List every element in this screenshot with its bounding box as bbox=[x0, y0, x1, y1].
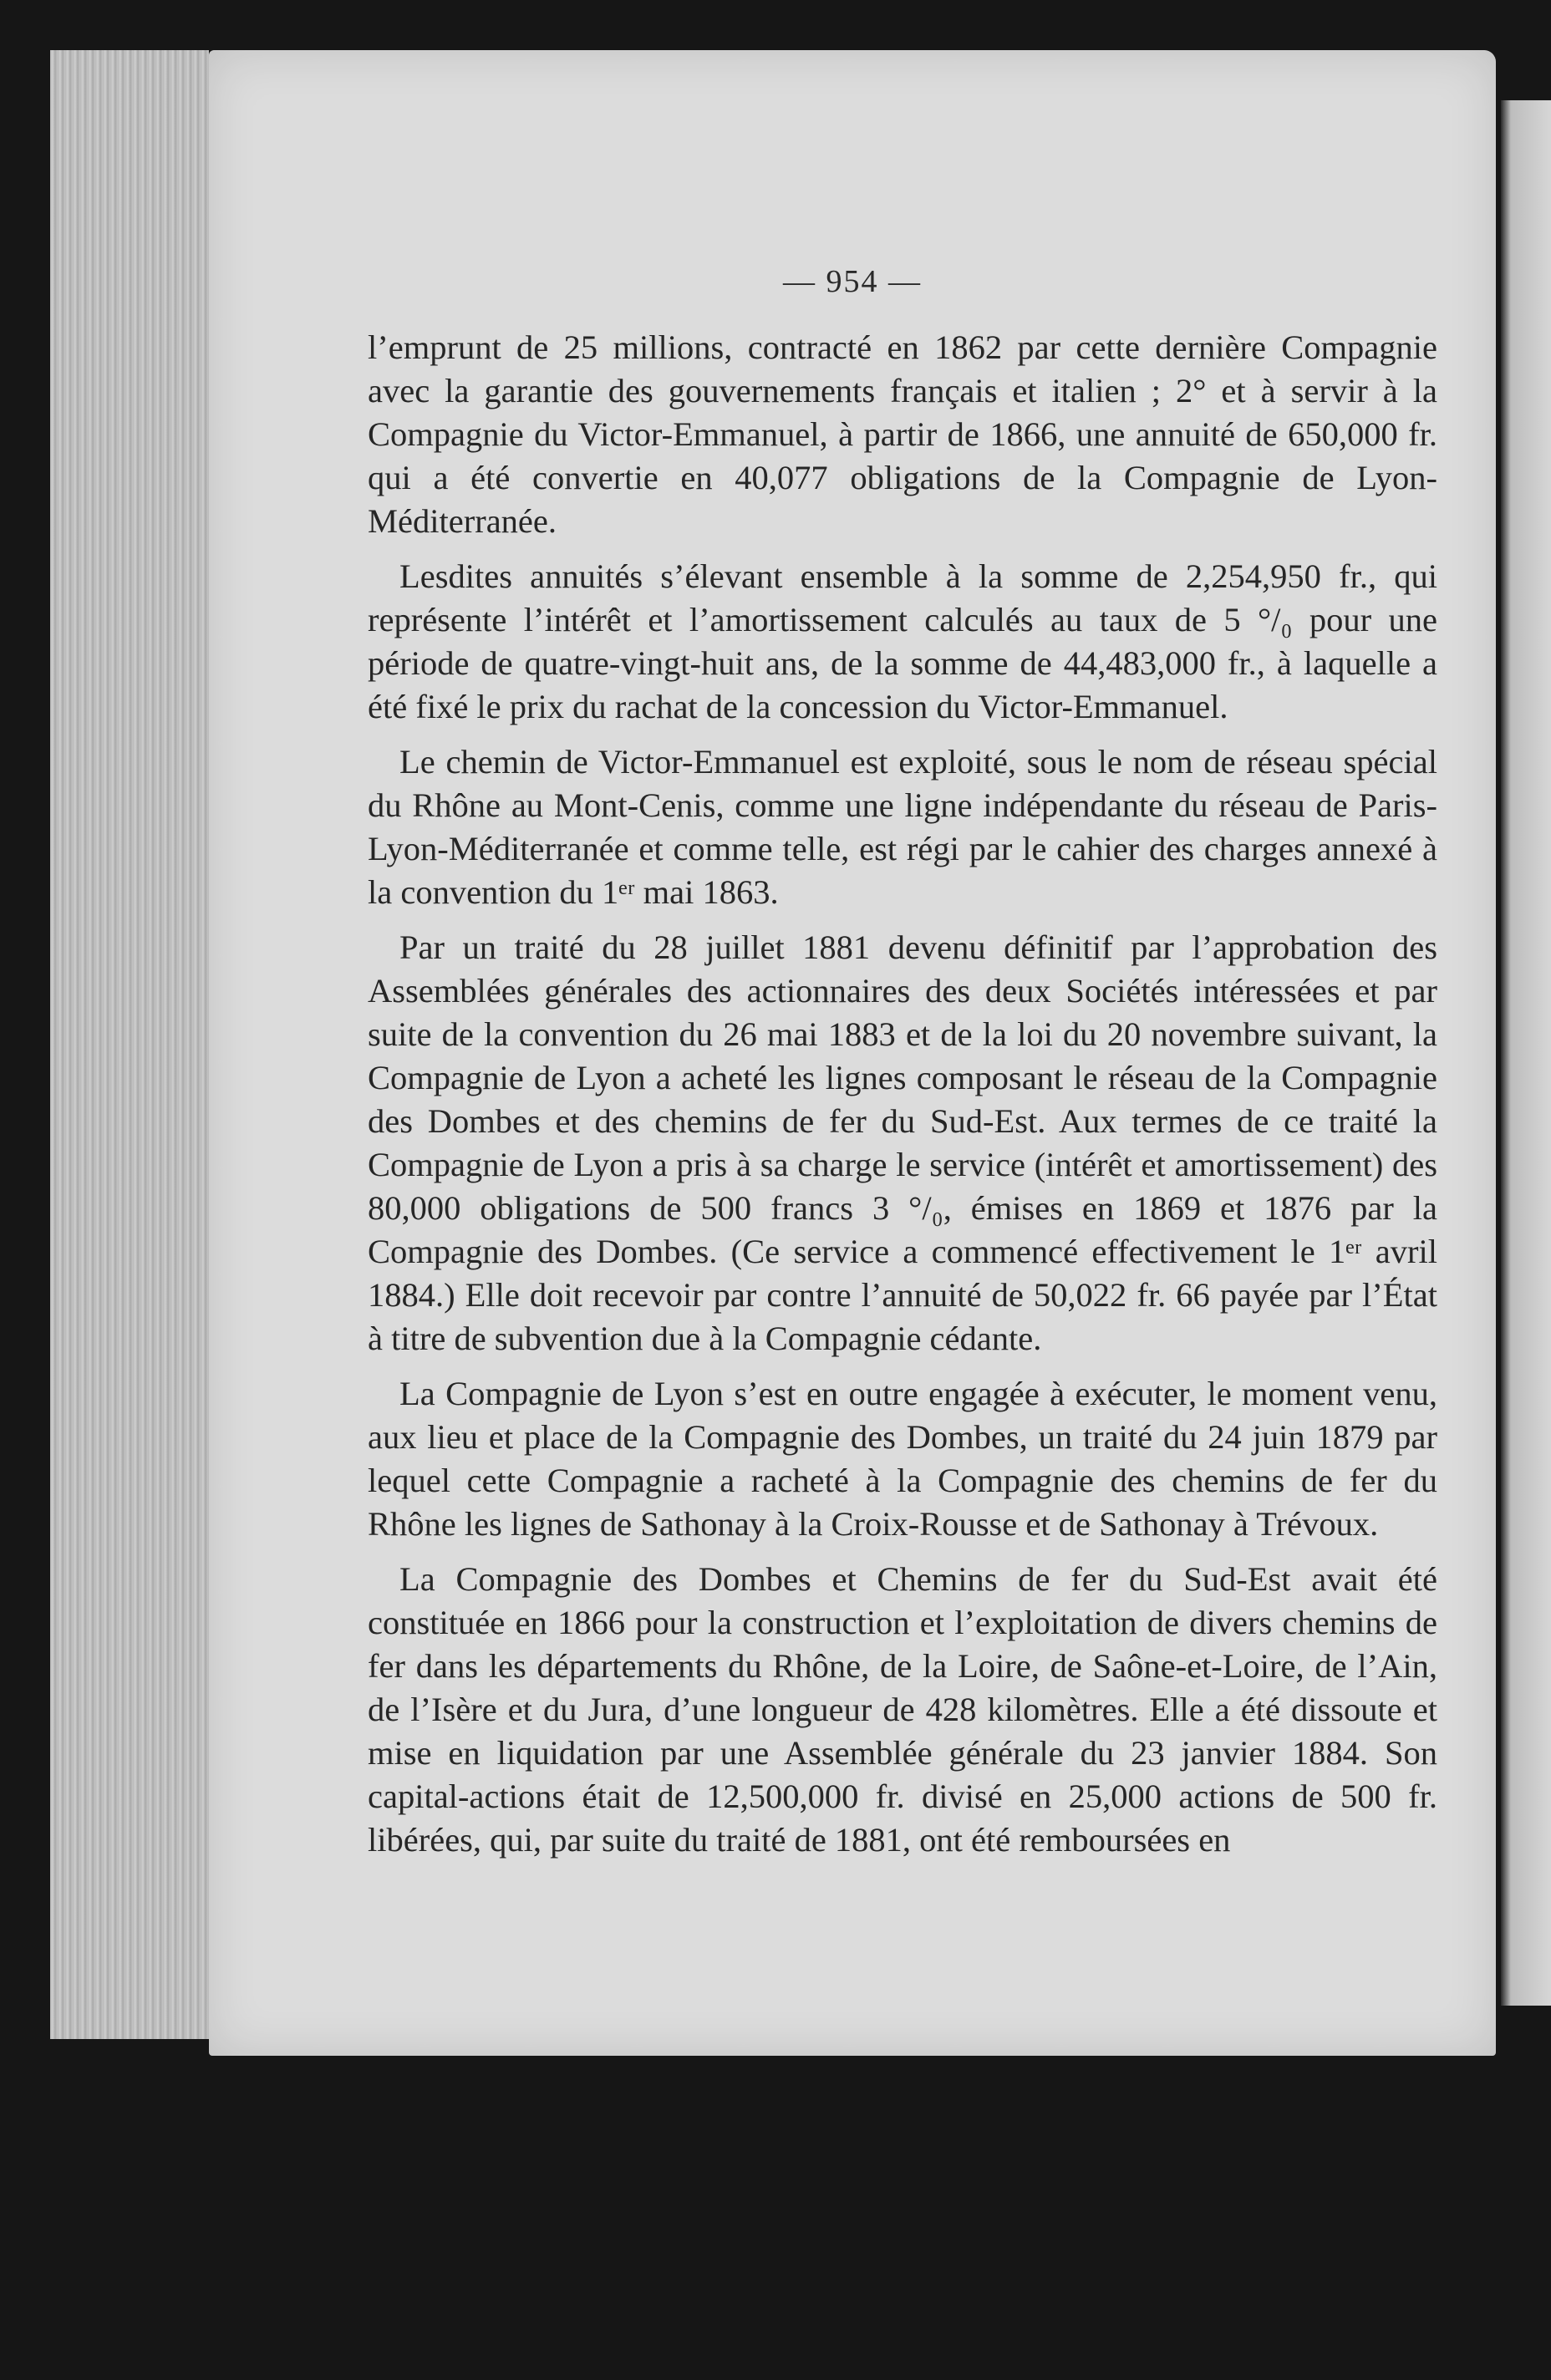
paragraph: La Compagnie des Dombes et Chemins de fer du Sud-Est avait été constituée en 1866 pour la construction et l’exploitation de divers chemins de fer dans les départements du Rhône, de la Loire, de Saône-et-Loire, de l’Ain, de l’Isère et du Jura, d’une longueur de 428 kilomètres. Elle a été dissoute et mise en liquidation par une Assemblée générale du 23 janvier 1884. Son capital-actions était de 12,500,000 fr. divisé en 25,000 actions de 500 fr. libérées, qui, par suite du traité de 1881, ont été remboursées en bbox=[368, 1560, 1437, 1859]
book-page bbox=[209, 50, 1496, 2056]
paragraph: l’emprunt de 25 millions, contracté en 1862 par cette dernière Compagnie avec la garantie des gouvernements français et italien ; 2° et à servir à la Compagnie du Victor-Emmanuel, à partir de 1866, une annuité de 650,000 fr. qui a été convertie en 40,077 obligations de la Compagnie de Lyon-Méditerranée. bbox=[368, 328, 1437, 540]
page-body bbox=[368, 326, 1437, 1874]
paragraph: Par un traité du 28 juillet 1881 devenu définitif par l’approbation des Assemblées générales des actionnaires des deux Sociétés intéressées et par suite de la convention du 26 mai 1883 et de la loi du 20 novembre suivant, la Compagnie de Lyon a acheté les lignes composant le réseau de la Compagnie des Dombes et des chemins de fer du Sud-Est. Aux termes de ce traité la Compagnie de Lyon a pris à sa charge le service (intérêt et amortissement) des 80,000 obligations de 500 francs 3 °/₀, émises en 1869 et 1876 par la Compagnie des Dombes. (Ce service a commencé effectivement le 1ᵉʳ avril 1884.) Elle doit recevoir par contre l’annuité de 50,022 fr. 66 payée par l’État à titre de subvention due à la Compagnie cédante. bbox=[368, 928, 1437, 1357]
facing-page-edge bbox=[1501, 100, 1551, 2006]
page-number: — 954 — bbox=[783, 264, 922, 299]
paragraph: La Compagnie de Lyon s’est en outre engagée à exécuter, le moment venu, aux lieu et place de la Compagnie des Dombes, un traité du 24 juin 1879 par lequel cette Compagnie a racheté à la Compagnie des chemins de fer du Rhône les lignes de Sathonay à la Croix-Rousse et de Sathonay à Trévoux. bbox=[368, 1375, 1437, 1543]
paragraph: Le chemin de Victor-Emmanuel est exploité, sous le nom de réseau spécial du Rhône au Mont-Cenis, comme une ligne indépendante du réseau de Paris-Lyon-Méditerranée et comme telle, est régi par le cahier des charges annexé à la convention du 1ᵉʳ mai 1863. bbox=[368, 743, 1437, 911]
paragraph: Lesdites annuités s’élevant ensemble à la somme de 2,254,950 fr., qui représente l’intérêt et l’amortissement calculés au taux de 5 °/₀ pour une période de quatre-vingt-huit ans, de la somme de 44,483,000 fr., à laquelle a été fixé le prix du rachat de la concession du Victor-Emmanuel. bbox=[368, 557, 1437, 725]
page-stack-edge bbox=[50, 50, 209, 2039]
